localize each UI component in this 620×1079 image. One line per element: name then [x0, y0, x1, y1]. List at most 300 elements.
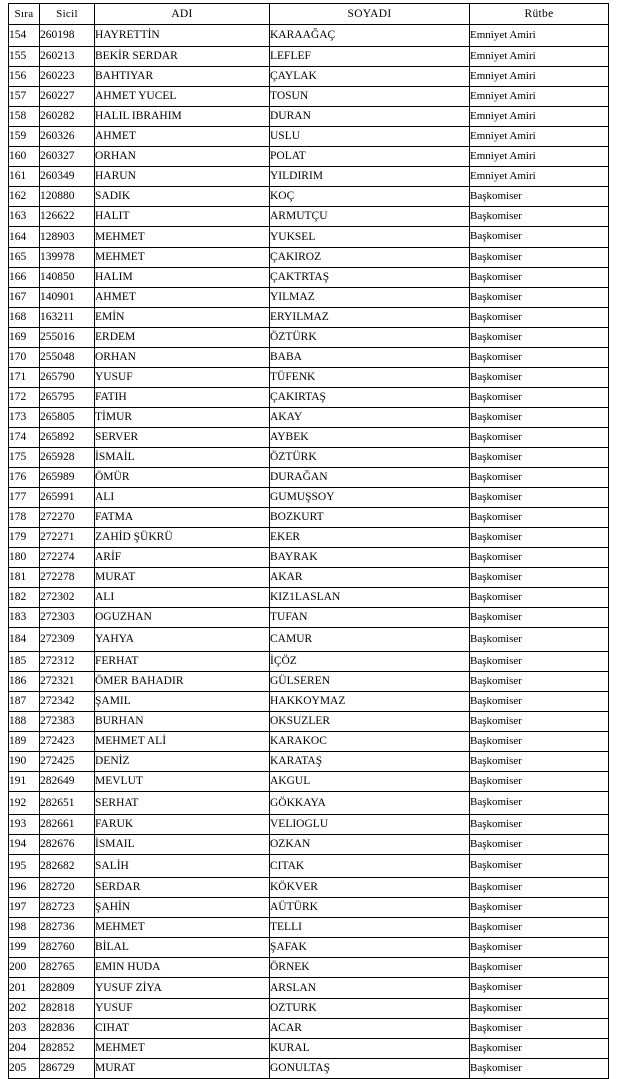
cell-rutbe: Başkomiser	[470, 348, 609, 368]
cell-rutbe: Başkomiser	[470, 652, 609, 672]
cell-soyadi: AKAY	[270, 408, 470, 428]
table-row	[9, 368, 609, 388]
cell-adi: HALIT	[95, 207, 270, 227]
cell-rutbe: Başkomiser	[470, 548, 609, 568]
cell-adi: TİMUR	[95, 408, 270, 428]
cell-adi: MEHMET	[95, 248, 270, 268]
table-row	[9, 628, 609, 652]
cell-soyadi: BAYRAK	[270, 548, 470, 568]
cell-adi: HALIL IBRAHIM	[95, 107, 270, 127]
cell-rutbe: Başkomiser	[470, 488, 609, 508]
cell-sicil: 282720	[40, 878, 95, 898]
cell-soyadi: LEFLEF	[270, 47, 470, 67]
cell-sira: 157	[9, 87, 40, 107]
cell-soyadi: ÇAYLAK	[270, 67, 470, 87]
table-row	[9, 958, 609, 978]
table-row	[9, 1019, 609, 1039]
cell-rutbe: Başkomiser	[470, 712, 609, 732]
cell-soyadi: ÖZTÜRK	[270, 328, 470, 348]
table-row	[9, 772, 609, 792]
cell-sicil: 265892	[40, 428, 95, 448]
cell-sicil: 282818	[40, 999, 95, 1019]
cell-adi: İSMAIL	[95, 835, 270, 855]
cell-adi: FARUK	[95, 815, 270, 835]
table-header	[9, 4, 609, 25]
cell-sira: 203	[9, 1019, 40, 1039]
table-row	[9, 835, 609, 855]
cell-rutbe: Başkomiser	[470, 732, 609, 752]
cell-rutbe: Başkomiser	[470, 528, 609, 548]
cell-sira: 186	[9, 672, 40, 692]
cell-sicil: 282661	[40, 815, 95, 835]
cell-soyadi: KARAKOC	[270, 732, 470, 752]
table-row	[9, 588, 609, 608]
cell-rutbe: Başkomiser	[470, 268, 609, 288]
cell-adi: ERDEM	[95, 328, 270, 348]
table-row	[9, 792, 609, 815]
table-row	[9, 1059, 609, 1079]
cell-sicil: 282765	[40, 958, 95, 978]
cell-soyadi: ŞAFAK	[270, 938, 470, 958]
cell-soyadi: USLU	[270, 127, 470, 147]
cell-sicil: 126622	[40, 207, 95, 227]
cell-rutbe: Emniyet Amiri	[470, 167, 609, 187]
table-row	[9, 712, 609, 732]
cell-sicil: 140901	[40, 288, 95, 308]
cell-soyadi: TELLI	[270, 918, 470, 938]
cell-adi: SALİH	[95, 855, 270, 878]
cell-sira: 189	[9, 732, 40, 752]
cell-soyadi: İÇÖZ	[270, 652, 470, 672]
table-row	[9, 348, 609, 368]
cell-sira: 193	[9, 815, 40, 835]
cell-adi: FATMA	[95, 508, 270, 528]
cell-adi: HALIM	[95, 268, 270, 288]
table-row	[9, 652, 609, 672]
cell-rutbe: Başkomiser	[470, 958, 609, 978]
cell-sira: 178	[9, 508, 40, 528]
cell-rutbe: Başkomiser	[470, 878, 609, 898]
table-row	[9, 308, 609, 328]
cell-sicil: 265790	[40, 368, 95, 388]
cell-adi: MEHMET	[95, 1039, 270, 1059]
cell-sicil: 282723	[40, 898, 95, 918]
cell-sicil: 260227	[40, 87, 95, 107]
cell-sira: 173	[9, 408, 40, 428]
cell-sicil: 282736	[40, 918, 95, 938]
cell-sira: 160	[9, 147, 40, 167]
column-header-adi: ADI	[95, 4, 270, 25]
cell-sira: 175	[9, 448, 40, 468]
cell-soyadi: ÇAKIROZ	[270, 248, 470, 268]
cell-rutbe: Emniyet Amiri	[470, 127, 609, 147]
cell-sicil: 128903	[40, 227, 95, 248]
table-row	[9, 47, 609, 67]
table-row	[9, 107, 609, 127]
cell-adi: ZAHİD ŞÜKRÜ	[95, 528, 270, 548]
cell-adi: İSMAİL	[95, 448, 270, 468]
cell-adi: ÖMER BAHADIR	[95, 672, 270, 692]
cell-sicil: 286729	[40, 1059, 95, 1079]
cell-adi: SADIK	[95, 187, 270, 207]
cell-sira: 204	[9, 1039, 40, 1059]
table-row	[9, 288, 609, 308]
cell-sira: 201	[9, 978, 40, 999]
cell-soyadi: GÜLSEREN	[270, 672, 470, 692]
cell-sira: 180	[9, 548, 40, 568]
cell-sicil: 260327	[40, 147, 95, 167]
cell-sira: 165	[9, 248, 40, 268]
cell-sicil: 139978	[40, 248, 95, 268]
cell-adi: YUSUF ZİYA	[95, 978, 270, 999]
cell-sira: 166	[9, 268, 40, 288]
cell-sira: 194	[9, 835, 40, 855]
cell-sira: 155	[9, 47, 40, 67]
cell-adi: SERHAT	[95, 792, 270, 815]
cell-soyadi: ÇAKTRTAŞ	[270, 268, 470, 288]
table-row	[9, 187, 609, 207]
cell-rutbe: Başkomiser	[470, 855, 609, 878]
cell-adi: BEKİR SERDAR	[95, 47, 270, 67]
cell-soyadi: ERYILMAZ	[270, 308, 470, 328]
table-row	[9, 67, 609, 87]
cell-rutbe: Başkomiser	[470, 1039, 609, 1059]
cell-adi: MURAT	[95, 568, 270, 588]
cell-sicil: 272423	[40, 732, 95, 752]
table-row	[9, 428, 609, 448]
cell-sira: 196	[9, 878, 40, 898]
cell-sira: 195	[9, 855, 40, 878]
cell-sicil: 282760	[40, 938, 95, 958]
cell-adi: AHMET	[95, 127, 270, 147]
cell-soyadi: BOZKURT	[270, 508, 470, 528]
cell-soyadi: EKER	[270, 528, 470, 548]
cell-sicil: 282682	[40, 855, 95, 878]
table-row	[9, 528, 609, 548]
cell-sicil: 260213	[40, 47, 95, 67]
cell-soyadi: ÖRNEK	[270, 958, 470, 978]
cell-sicil: 255016	[40, 328, 95, 348]
table-row	[9, 87, 609, 107]
cell-rutbe: Başkomiser	[470, 368, 609, 388]
cell-adi: MEHMET	[95, 918, 270, 938]
cell-sicil: 282676	[40, 835, 95, 855]
cell-adi: BAHTIYAR	[95, 67, 270, 87]
cell-adi: MEVLUT	[95, 772, 270, 792]
cell-rutbe: Başkomiser	[470, 1019, 609, 1039]
table-row	[9, 227, 609, 248]
cell-soyadi: GONULTAŞ	[270, 1059, 470, 1079]
cell-rutbe: Başkomiser	[470, 308, 609, 328]
cell-rutbe: Başkomiser	[470, 448, 609, 468]
cell-sira: 187	[9, 692, 40, 712]
cell-rutbe: Emniyet Amiri	[470, 107, 609, 127]
cell-rutbe: Başkomiser	[470, 999, 609, 1019]
cell-rutbe: Başkomiser	[470, 672, 609, 692]
cell-sira: 171	[9, 368, 40, 388]
cell-soyadi: AKAR	[270, 568, 470, 588]
table-row	[9, 147, 609, 167]
cell-soyadi: VELIOGLU	[270, 815, 470, 835]
cell-sicil: 272274	[40, 548, 95, 568]
cell-sira: 169	[9, 328, 40, 348]
cell-adi: MEHMET ALİ	[95, 732, 270, 752]
table-row	[9, 938, 609, 958]
cell-adi: OGUZHAN	[95, 608, 270, 628]
cell-adi: SERDAR	[95, 878, 270, 898]
cell-soyadi: ÖZTÜRK	[270, 448, 470, 468]
personnel-roster-table	[8, 3, 609, 1079]
cell-adi: ORHAN	[95, 348, 270, 368]
cell-sira: 199	[9, 938, 40, 958]
cell-soyadi: CITAK	[270, 855, 470, 878]
cell-adi: ALI	[95, 588, 270, 608]
cell-soyadi: ARMUTÇU	[270, 207, 470, 227]
table-row	[9, 918, 609, 938]
table-row	[9, 752, 609, 772]
cell-sicil: 272383	[40, 712, 95, 732]
cell-adi: ORHAN	[95, 147, 270, 167]
cell-sicil: 272312	[40, 652, 95, 672]
cell-sira: 198	[9, 918, 40, 938]
cell-soyadi: YILDIRIM	[270, 167, 470, 187]
table-row	[9, 548, 609, 568]
cell-adi: AHMET	[95, 288, 270, 308]
cell-sira: 179	[9, 528, 40, 548]
cell-sira: 156	[9, 67, 40, 87]
cell-adi: AHMET YUCEL	[95, 87, 270, 107]
cell-soyadi: YILMAZ	[270, 288, 470, 308]
cell-rutbe: Başkomiser	[470, 227, 609, 248]
cell-rutbe: Emniyet Amiri	[470, 147, 609, 167]
cell-sira: 197	[9, 898, 40, 918]
cell-soyadi: AYBEK	[270, 428, 470, 448]
cell-sicil: 272271	[40, 528, 95, 548]
cell-sira: 181	[9, 568, 40, 588]
cell-sicil: 260223	[40, 67, 95, 87]
cell-sira: 167	[9, 288, 40, 308]
table-row	[9, 25, 609, 47]
table-row	[9, 408, 609, 428]
column-header-rutbe: Rütbe	[470, 4, 609, 25]
cell-adi: ŞAHİN	[95, 898, 270, 918]
table-row	[9, 608, 609, 628]
cell-rutbe: Başkomiser	[470, 815, 609, 835]
cell-sicil: 260349	[40, 167, 95, 187]
cell-rutbe: Başkomiser	[470, 388, 609, 408]
cell-sicil: 282852	[40, 1039, 95, 1059]
cell-soyadi: POLAT	[270, 147, 470, 167]
cell-sicil: 265991	[40, 488, 95, 508]
cell-sira: 162	[9, 187, 40, 207]
cell-rutbe: Başkomiser	[470, 468, 609, 488]
cell-adi: BİLAL	[95, 938, 270, 958]
cell-adi: MEHMET	[95, 227, 270, 248]
table-row	[9, 898, 609, 918]
cell-adi: HARUN	[95, 167, 270, 187]
cell-sicil: 265989	[40, 468, 95, 488]
cell-sira: 154	[9, 25, 40, 47]
cell-sicil: 272302	[40, 588, 95, 608]
cell-sira: 172	[9, 388, 40, 408]
cell-adi: DENİZ	[95, 752, 270, 772]
cell-sira: 177	[9, 488, 40, 508]
cell-rutbe: Başkomiser	[470, 918, 609, 938]
cell-sira: 170	[9, 348, 40, 368]
table-row	[9, 207, 609, 227]
table-row	[9, 978, 609, 999]
column-header-sira: Sıra	[9, 4, 40, 25]
cell-soyadi: OZTURK	[270, 999, 470, 1019]
cell-soyadi: DURAN	[270, 107, 470, 127]
cell-soyadi: ARSLAN	[270, 978, 470, 999]
cell-soyadi: TÜFENK	[270, 368, 470, 388]
cell-sicil: 120880	[40, 187, 95, 207]
cell-rutbe: Başkomiser	[470, 248, 609, 268]
cell-rutbe: Başkomiser	[470, 428, 609, 448]
cell-sira: 174	[9, 428, 40, 448]
cell-sicil: 282649	[40, 772, 95, 792]
cell-rutbe: Başkomiser	[470, 568, 609, 588]
table-row	[9, 815, 609, 835]
table-row	[9, 388, 609, 408]
cell-rutbe: Başkomiser	[470, 187, 609, 207]
cell-adi: ARİF	[95, 548, 270, 568]
cell-rutbe: Başkomiser	[470, 792, 609, 815]
table-row	[9, 268, 609, 288]
cell-sira: 163	[9, 207, 40, 227]
table-row	[9, 468, 609, 488]
cell-adi: FERHAT	[95, 652, 270, 672]
cell-adi: ALI	[95, 488, 270, 508]
cell-sicil: 260282	[40, 107, 95, 127]
cell-adi: HAYRETTİN	[95, 25, 270, 47]
cell-adi: CIHAT	[95, 1019, 270, 1039]
cell-adi: EMİN	[95, 308, 270, 328]
cell-soyadi: OKSUZLER	[270, 712, 470, 732]
cell-soyadi: KURAL	[270, 1039, 470, 1059]
cell-sicil: 272342	[40, 692, 95, 712]
cell-sira: 176	[9, 468, 40, 488]
cell-adi: YAHYA	[95, 628, 270, 652]
cell-rutbe: Başkomiser	[470, 288, 609, 308]
cell-rutbe: Başkomiser	[470, 898, 609, 918]
cell-adi: EMIN HUDA	[95, 958, 270, 978]
cell-sira: 168	[9, 308, 40, 328]
cell-sicil: 272270	[40, 508, 95, 528]
table-row	[9, 167, 609, 187]
table-row	[9, 127, 609, 147]
cell-sicil: 282651	[40, 792, 95, 815]
cell-sira: 185	[9, 652, 40, 672]
cell-sira: 183	[9, 608, 40, 628]
table-header-row	[9, 4, 609, 25]
table-row	[9, 878, 609, 898]
table-row	[9, 732, 609, 752]
table-row	[9, 672, 609, 692]
cell-soyadi: AÜTÜRK	[270, 898, 470, 918]
cell-soyadi: GUMUŞSOY	[270, 488, 470, 508]
cell-sicil: 282809	[40, 978, 95, 999]
cell-rutbe: Başkomiser	[470, 628, 609, 652]
cell-soyadi: KOÇ	[270, 187, 470, 207]
cell-sira: 184	[9, 628, 40, 652]
cell-adi: ÖMÜR	[95, 468, 270, 488]
cell-rutbe: Başkomiser	[470, 608, 609, 628]
column-header-soyadi: SOYADI	[270, 4, 470, 25]
cell-sira: 191	[9, 772, 40, 792]
cell-rutbe: Başkomiser	[470, 835, 609, 855]
cell-sira: 158	[9, 107, 40, 127]
cell-soyadi: TUFAN	[270, 608, 470, 628]
table-row	[9, 508, 609, 528]
cell-sicil: 265795	[40, 388, 95, 408]
cell-sira: 161	[9, 167, 40, 187]
cell-sicil: 272321	[40, 672, 95, 692]
cell-soyadi: YUKSEL	[270, 227, 470, 248]
cell-sicil: 272425	[40, 752, 95, 772]
cell-adi: SERVER	[95, 428, 270, 448]
table-row	[9, 999, 609, 1019]
cell-soyadi: GÖKKAYA	[270, 792, 470, 815]
cell-adi: YUSUF	[95, 999, 270, 1019]
cell-rutbe: Emniyet Amiri	[470, 25, 609, 47]
cell-sicil: 163211	[40, 308, 95, 328]
cell-adi: FATIH	[95, 388, 270, 408]
table-row	[9, 448, 609, 468]
cell-sira: 192	[9, 792, 40, 815]
cell-rutbe: Emniyet Amiri	[470, 67, 609, 87]
table-row	[9, 855, 609, 878]
cell-rutbe: Başkomiser	[470, 1059, 609, 1079]
cell-sira: 202	[9, 999, 40, 1019]
cell-sira: 182	[9, 588, 40, 608]
cell-sicil: 140850	[40, 268, 95, 288]
cell-soyadi: KARAAĞAÇ	[270, 25, 470, 47]
cell-sicil: 265928	[40, 448, 95, 468]
cell-rutbe: Başkomiser	[470, 692, 609, 712]
cell-rutbe: Emniyet Amiri	[470, 87, 609, 107]
cell-rutbe: Başkomiser	[470, 328, 609, 348]
cell-soyadi: HAKKOYMAZ	[270, 692, 470, 712]
cell-rutbe: Başkomiser	[470, 938, 609, 958]
cell-adi: BURHAN	[95, 712, 270, 732]
cell-sira: 188	[9, 712, 40, 732]
cell-soyadi: ÇAKIRTAŞ	[270, 388, 470, 408]
cell-rutbe: Başkomiser	[470, 508, 609, 528]
cell-sira: 190	[9, 752, 40, 772]
cell-sira: 205	[9, 1059, 40, 1079]
table-row	[9, 488, 609, 508]
cell-soyadi: TOSUN	[270, 87, 470, 107]
cell-rutbe: Başkomiser	[470, 408, 609, 428]
cell-sira: 159	[9, 127, 40, 147]
cell-soyadi: KARATAŞ	[270, 752, 470, 772]
cell-rutbe: Emniyet Amiri	[470, 47, 609, 67]
table-row	[9, 248, 609, 268]
cell-soyadi: BABA	[270, 348, 470, 368]
cell-rutbe: Başkomiser	[470, 978, 609, 999]
cell-rutbe: Başkomiser	[470, 772, 609, 792]
cell-soyadi: OZKAN	[270, 835, 470, 855]
table-body	[9, 25, 609, 1079]
cell-sicil: 265805	[40, 408, 95, 428]
table-row	[9, 328, 609, 348]
cell-sicil: 255048	[40, 348, 95, 368]
cell-adi: MURAT	[95, 1059, 270, 1079]
cell-sicil: 272309	[40, 628, 95, 652]
cell-soyadi: KÖKVER	[270, 878, 470, 898]
